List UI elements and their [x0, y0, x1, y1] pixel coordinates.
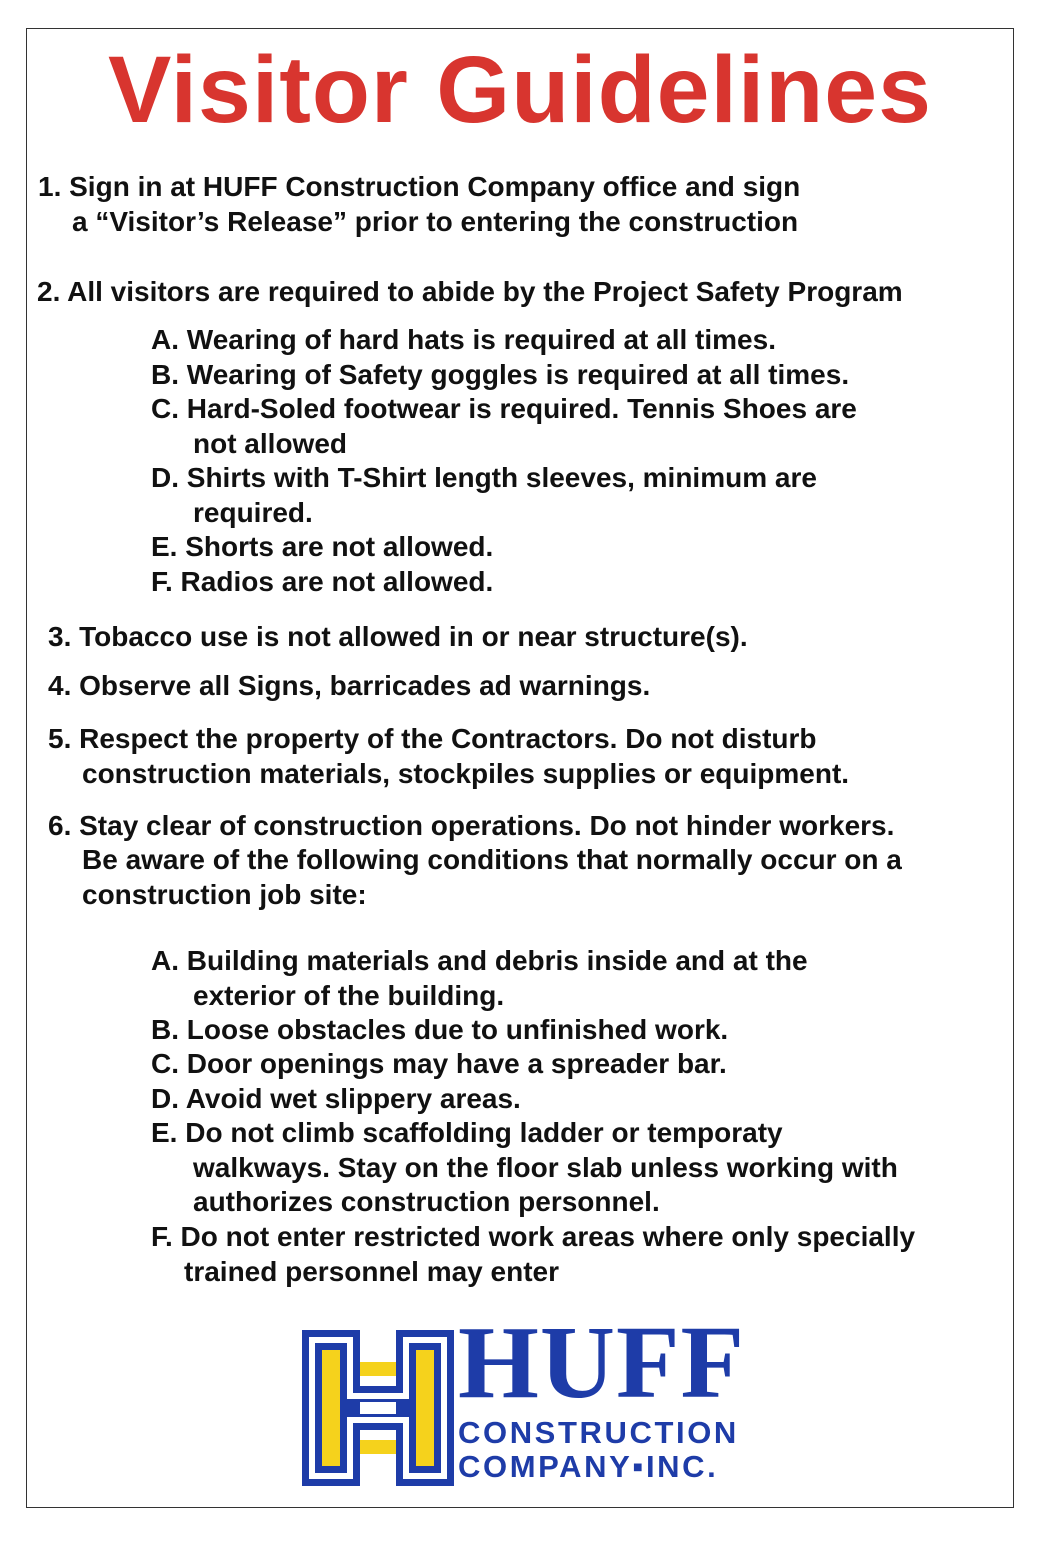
- rule-6-item-f-line-2: trained personnel may enter: [184, 1256, 560, 1287]
- rule-6-line-2: Be aware of the following conditions that normally occur on a: [82, 844, 902, 875]
- rule-6-item-c: C. Door openings may have a spreader bar.: [151, 1048, 727, 1079]
- rule-2-item-c-line-1: C. Hard-Soled footwear is required. Tennis Shoes are: [151, 393, 857, 424]
- rule-6-line-1: 6. Stay clear of construction operations. Do not hinder workers.: [48, 810, 895, 841]
- logo-wordmark: HUFF: [458, 1305, 746, 1420]
- rule-3: 3. Tobacco use is not allowed in or near structure(s).: [48, 621, 748, 652]
- logo-line-construction: CONSTRUCTION: [458, 1415, 739, 1450]
- rule-6-item-f-line-1: F. Do not enter restricted work areas where only specially: [151, 1221, 916, 1252]
- rule-1-line-1: 1. Sign in at HUFF Construction Company office and sign: [38, 171, 801, 202]
- rule-2-item-b: B. Wearing of Safety goggles is required at all times.: [151, 359, 850, 390]
- page-title: Visitor Guidelines: [108, 37, 932, 143]
- rule-6-item-d: D. Avoid wet slippery areas.: [151, 1083, 521, 1114]
- rule-6-item-a-line-2: exterior of the building.: [193, 980, 505, 1011]
- rule-6-item-e-line-2: walkways. Stay on the floor slab unless working with: [193, 1152, 898, 1183]
- rule-2-item-d-line-2: required.: [193, 497, 313, 528]
- rule-6-line-3: construction job site:: [82, 879, 367, 910]
- rule-2-item-f: F. Radios are not allowed.: [151, 566, 494, 597]
- rule-4: 4. Observe all Signs, barricades ad warnings.: [48, 670, 651, 701]
- rule-6-item-b: B. Loose obstacles due to unfinished work.: [151, 1014, 729, 1045]
- rule-6-item-e-line-1: E. Do not climb scaffolding ladder or temporaty: [151, 1117, 783, 1148]
- rule-2-line-1: 2. All visitors are required to abide by the Project Safety Program: [37, 276, 903, 307]
- rule-2-item-e: E. Shorts are not allowed.: [151, 531, 494, 562]
- huff-logo: [302, 1305, 746, 1486]
- rule-2-item-a: A. Wearing of hard hats is required at all times.: [151, 324, 776, 355]
- logo-line-company: COMPANY▪INC.: [458, 1449, 719, 1484]
- huff-h-monogram-icon: [302, 1330, 454, 1486]
- rule-5-line-2: construction materials, stockpiles supplies or equipment.: [82, 758, 850, 789]
- rule-6-item-a-line-1: A. Building materials and debris inside and at the: [151, 945, 808, 976]
- rule-6-item-e-line-3: authorizes construction personnel.: [193, 1186, 660, 1217]
- rule-2-item-d-line-1: D. Shirts with T-Shirt length sleeves, minimum are: [151, 462, 817, 493]
- rule-2-item-c-line-2: not allowed: [193, 428, 347, 459]
- rule-1-line-2: a “Visitor’s Release” prior to entering the construction: [72, 206, 799, 237]
- rule-5-line-1: 5. Respect the property of the Contractors. Do not disturb: [48, 723, 817, 754]
